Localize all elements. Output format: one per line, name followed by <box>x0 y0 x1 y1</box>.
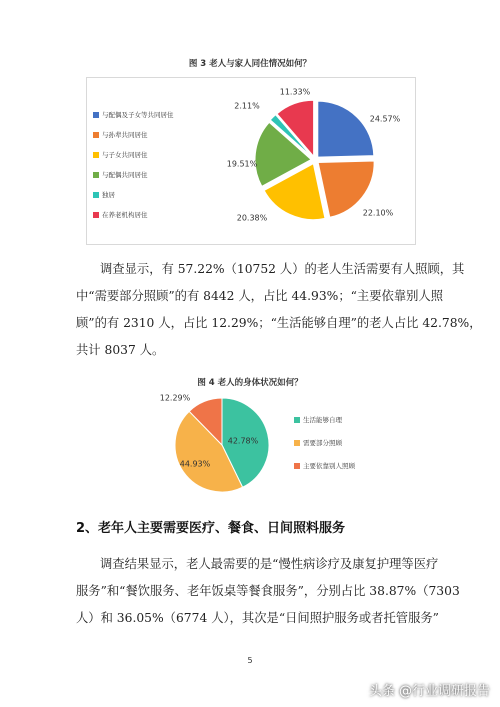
legend-swatch <box>294 463 300 469</box>
legend-label: 与配偶及子女等共同居住 <box>102 111 174 119</box>
figure3-data-label-3: 19.51% <box>226 159 258 169</box>
figure3-data-label-5: 11.33% <box>279 87 311 97</box>
figure3-title: 图 3 老人与家人同住情况如何？ <box>188 59 312 69</box>
legend-label: 在养老机构居住 <box>102 211 148 219</box>
figure4-legend-item <box>294 461 355 470</box>
figure3-chart <box>86 77 416 245</box>
paragraph-line: 调查显示，有 57.22%（10752 人）的老人生活需要有人照顾，其 <box>100 262 465 276</box>
legend-swatch <box>294 417 300 423</box>
figure3-slice-0 <box>318 101 374 157</box>
figure4-legend-item <box>294 438 342 447</box>
legend-label: 与子女共同居住 <box>102 151 148 159</box>
figure4-pie <box>150 390 380 506</box>
figure3-data-label-1: 22.10% <box>362 208 394 218</box>
figure3-data-label-2: 20.38% <box>236 213 268 223</box>
figure4-data-label-1: 44.93% <box>179 459 211 469</box>
legend-label: 需要部分照顾 <box>303 439 342 447</box>
legend-label: 生活能够自理 <box>303 416 342 424</box>
figure4-data-label-2: 12.29% <box>159 393 191 403</box>
paragraph-line: 服务”和“餐饮服务、老年饭桌等餐食服务”，分别占比 38.87%（7303 <box>76 584 460 598</box>
legend-label: 主要依靠别人照顾 <box>303 462 355 470</box>
figure4-title: 图 4 老人的身体状况如何？ <box>197 378 303 388</box>
legend-label: 与配偶共同居住 <box>102 171 148 179</box>
figure4-chart <box>150 390 380 506</box>
page-number: 5 <box>247 656 253 665</box>
paragraph-line: 人）和 36.05%（6774 人），其次是“日间照护服务或者托管服务” <box>76 611 439 625</box>
section-heading: 2、老年人主要需要医疗、餐食、日间照料服务 <box>76 521 346 536</box>
paragraph-line: 中“需要部分照顾”的有 8442 人，占比 44.93%；“主要依靠别人照 <box>76 289 444 303</box>
figure3-data-label-0: 24.57% <box>369 114 401 124</box>
paragraph-1 <box>76 256 482 364</box>
paragraph-2 <box>76 551 460 632</box>
paragraph-line: 共计 8037 人。 <box>76 343 165 357</box>
figure4-data-label-0: 42.78% <box>227 436 259 446</box>
legend-label: 独居 <box>102 191 115 199</box>
watermark: 头条 @行业调研报告 <box>368 684 490 699</box>
figure3-data-label-4: 2.11% <box>234 101 260 111</box>
figure4-legend-item <box>294 415 342 424</box>
legend-swatch <box>294 440 300 446</box>
figure3-pie <box>87 78 417 246</box>
paragraph-line: 调查结果显示，老人最需要的是“慢性病诊疗及康复护理等医疗 <box>100 557 439 571</box>
paragraph-line: 顾”的有 2310 人，占比 12.29%；“生活能够自理”的老人占比 42.78%， <box>76 316 482 330</box>
legend-label: 与孙辈共同居住 <box>102 131 148 139</box>
